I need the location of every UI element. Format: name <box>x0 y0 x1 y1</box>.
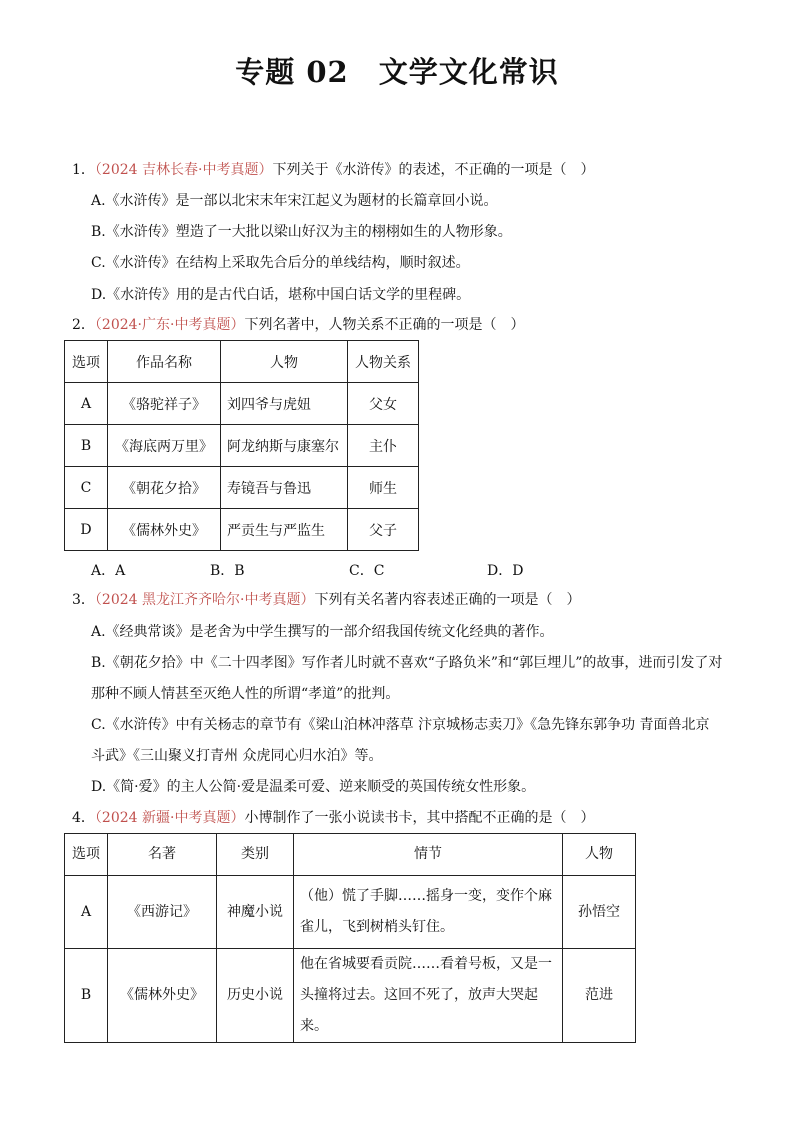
question-source: （2024 吉林长春·中考真题） <box>94 162 273 178</box>
table-row <box>65 383 419 425</box>
question-number: 1． <box>72 162 95 178</box>
table-cell: 《儒林外史》 <box>108 949 217 1043</box>
q2-table <box>64 340 419 551</box>
table-header: 作品名称 <box>108 341 221 383</box>
question-text: 小博制作了一张小说读书卡，其中搭配不正确的是（ ） <box>244 810 595 826</box>
question-source: （2024·广东·中考真题） <box>94 317 245 333</box>
q4-table <box>64 833 636 1043</box>
q3-option-c-cont: 斗武》《三山聚义打青州 众虎同心归水泊》等。 <box>91 748 383 764</box>
question-number: 3． <box>72 592 95 608</box>
plot-line: （他）慌了手脚……摇身一变，变作个麻 <box>300 888 552 904</box>
question-1-stem <box>72 161 594 179</box>
question-text: 下列有关名著内容表述正确的一项是（ ） <box>314 592 581 608</box>
table-cell: 《儒林外史》 <box>108 509 221 551</box>
table-cell: 《海底两万里》 <box>108 425 221 467</box>
table-header-row <box>65 834 636 876</box>
table-row <box>65 425 419 467</box>
table-cell: D <box>65 509 108 551</box>
table-cell-plot <box>294 876 563 949</box>
q3-option-c: C.《水浒传》中有关杨志的章节有《梁山泊林冲落草 汴京城杨志卖刀》《急先锋东郭争功 青面兽北京 <box>91 717 710 733</box>
table-cell: 范进 <box>563 949 636 1043</box>
question-number: 4． <box>72 810 95 826</box>
q3-option-d: D.《简·爱》的主人公简·爱是温柔可爱、逆来顺受的英国传统女性形象。 <box>91 779 536 795</box>
question-text: 下列名著中，人物关系不正确的一项是（ ） <box>244 317 525 333</box>
q1-option-c: C.《水浒传》在结构上采取先合后分的单线结构，顺时叙述。 <box>91 255 470 271</box>
q2-answer-c: C．C <box>349 563 385 579</box>
table-cell: 《骆驼祥子》 <box>108 383 221 425</box>
q1-option-b: B.《水浒传》塑造了一大批以梁山好汉为主的栩栩如生的人物形象。 <box>91 224 512 240</box>
table-cell: 《西游记》 <box>108 876 217 949</box>
table-cell: 刘四爷与虎妞 <box>221 383 348 425</box>
question-3-stem <box>72 591 580 609</box>
table-cell: B <box>65 949 108 1043</box>
q3-option-b-cont: 那种不顾人情甚至灭绝人性的所谓“孝道”的批判。 <box>91 686 400 702</box>
q3-option-b: B.《朝花夕拾》中《二十四孝图》写作者儿时就不喜欢“子路负米”和“郭巨埋儿”的故事，进而引发了对 <box>91 655 723 671</box>
title-sub: 文学文化常识 <box>378 55 559 89</box>
question-source: （2024 黑龙江齐齐哈尔·中考真题） <box>94 592 315 608</box>
table-cell: 神魔小说 <box>217 876 294 949</box>
q2-answer-d: D．D <box>487 563 524 579</box>
table-cell: 孙悟空 <box>563 876 636 949</box>
table-row <box>65 467 419 509</box>
question-number: 2． <box>72 317 95 333</box>
table-cell: 父子 <box>348 509 419 551</box>
table-cell: 父女 <box>348 383 419 425</box>
table-header: 选项 <box>65 341 108 383</box>
q2-answer-b: B．B <box>210 563 245 579</box>
table-cell: 寿镜吾与鲁迅 <box>221 467 348 509</box>
q2-answer-a: A．A <box>91 563 126 579</box>
table-cell: C <box>65 467 108 509</box>
q1-option-d: D.《水浒传》用的是古代白话，堪称中国白话文学的里程碑。 <box>91 287 471 303</box>
table-cell: 阿龙纳斯与康塞尔 <box>221 425 348 467</box>
table-header: 选项 <box>65 834 108 876</box>
plot-line: 头撞将过去。这回不死了，放声大哭起来。 <box>300 987 538 1034</box>
table-header-row <box>65 341 419 383</box>
question-4-stem <box>72 809 594 827</box>
table-header: 名著 <box>108 834 217 876</box>
table-row <box>65 876 636 949</box>
table-cell: 《朝花夕拾》 <box>108 467 221 509</box>
q3-option-a: A.《经典常谈》是老舍为中学生撰写的一部介绍我国传统文化经典的著作。 <box>91 624 554 640</box>
table-row <box>65 509 419 551</box>
table-cell: 严贡生与严监生 <box>221 509 348 551</box>
table-header: 人物 <box>221 341 348 383</box>
page-title <box>0 50 794 91</box>
table-header: 情节 <box>294 834 563 876</box>
table-cell: 历史小说 <box>217 949 294 1043</box>
plot-line: 雀儿，飞到树梢头钉住。 <box>300 919 454 935</box>
table-cell: 师生 <box>348 467 419 509</box>
question-source: （2024 新疆·中考真题） <box>94 810 245 826</box>
table-cell: B <box>65 425 108 467</box>
title-main: 专题 02 <box>235 55 349 89</box>
table-row <box>65 949 636 1043</box>
table-cell: A <box>65 876 108 949</box>
table-header: 人物关系 <box>348 341 419 383</box>
q1-option-a: A.《水浒传》是一部以北宋末年宋江起义为题材的长篇章回小说。 <box>91 193 498 209</box>
question-text: 下列关于《水浒传》的表述，不正确的一项是（ ） <box>272 162 595 178</box>
table-cell-plot <box>294 949 563 1043</box>
table-header: 类别 <box>217 834 294 876</box>
question-2-stem <box>72 316 524 334</box>
table-header: 人物 <box>563 834 636 876</box>
table-cell: 主仆 <box>348 425 419 467</box>
plot-line: 他在省城要看贡院……看着号板，又是一 <box>300 956 552 972</box>
table-cell: A <box>65 383 108 425</box>
